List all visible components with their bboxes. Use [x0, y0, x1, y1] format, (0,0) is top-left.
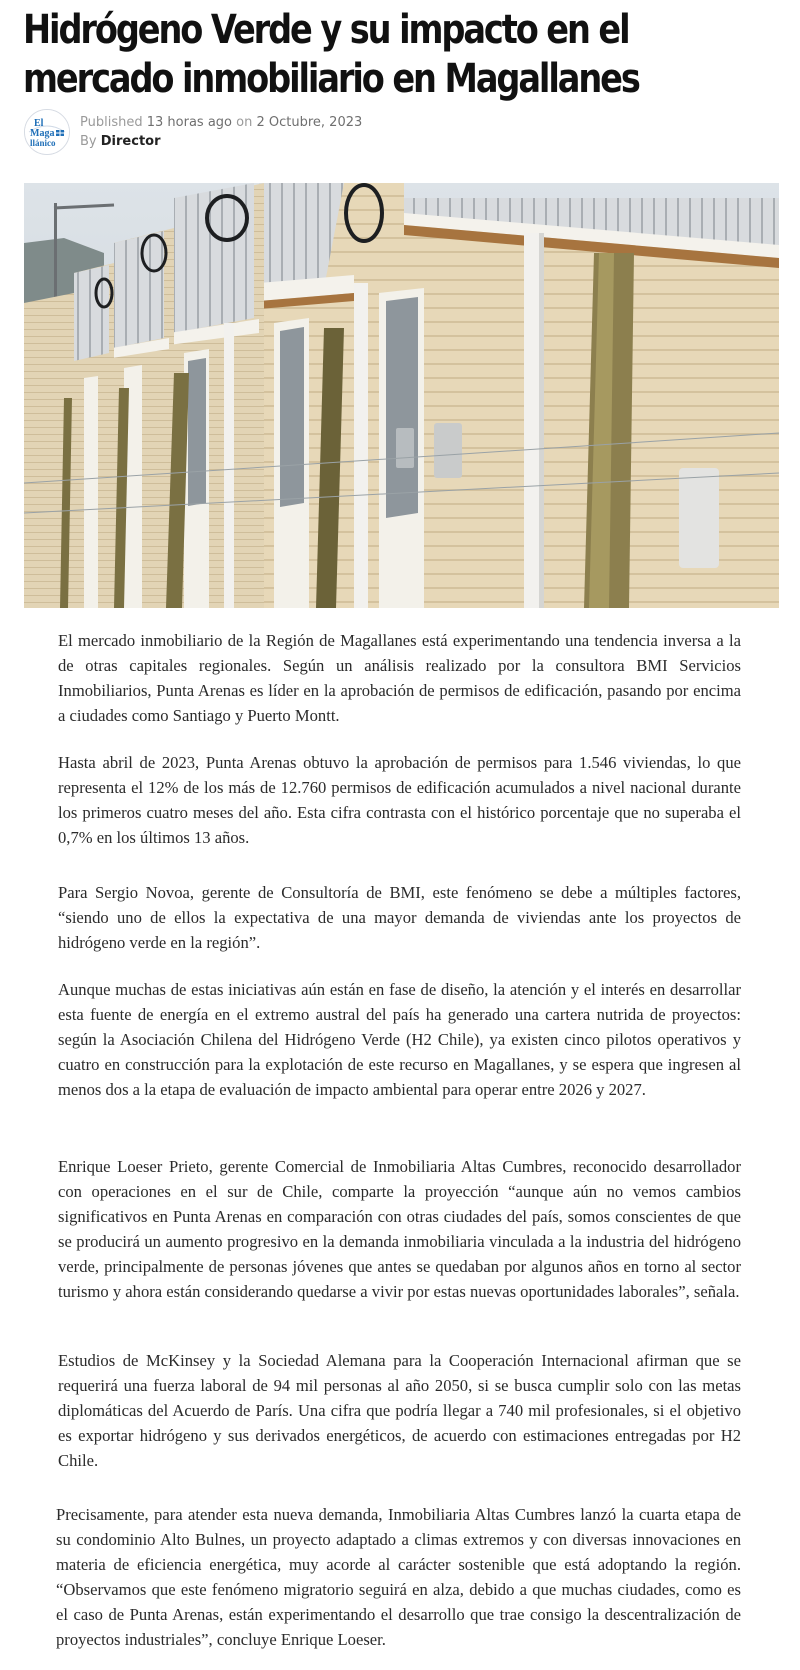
paragraph-3: Para Sergio Novoa, gerente de Consultoría de BMI, este fenómeno se debe a múltiples factores, “siendo uno de ellos la expectativa de una mayor demanda de viviendas ante los proyectos de hidrógeno verde en la región”. [58, 883, 741, 952]
author-meta [80, 134, 161, 150]
paragraph-7: Precisamente, para atender esta nueva demanda, Inmobiliaria Altas Cumbres lanzó la cuarta etapa de su condominio Alto Bulnes, un proyecto adaptado a climas extremos y con diversas innovaciones en materia de eficiencia energética, muy acorde al carácter sostenible que está adoptando la región. “Observamos que este fenómeno migratorio seguirá en alza, debido a que muchas ciudades, como es el caso de Punta Arenas, están experimentando el desarrollo que trae consigo la descentralización de proyectos industriales”, concluye Enrique Loeser. [56, 1505, 741, 1649]
paragraph-1: El mercado inmobiliario de la Región de Magallanes está experimentando una tendencia inversa a la de otras capitales regionales. Según un análisis realizado por la consultora BMI Servicios Inmobiliarios, Punta Arenas es líder en la aprobación de permisos de edificación, pasando por encima a ciudades como Santiago y Puerto Montt. [58, 631, 741, 725]
author-link[interactable]: Director [100, 134, 161, 149]
time-ago: 13 horas ago [146, 115, 232, 130]
author-avatar[interactable] [24, 109, 70, 155]
logo-text-maga: Maga [30, 128, 55, 139]
byline [24, 109, 424, 155]
publish-date: 2 Octubre, 2023 [256, 115, 363, 130]
paragraph-6: Estudios de McKinsey y la Sociedad Alemana para la Cooperación Internacional afirman que se requerirá una fuerza laboral de 94 mil personas al año 2050, si se busca cumplir solo con las metas diplomáticas del Acuerdo de París. Una cifra que podría llegar a 740 mil profesionales, si el objetivo es exportar hidrógeno y sus derivados energéticos, de acuerdo con estimaciones entregadas por H2 Chile. [58, 1351, 741, 1470]
logo-text-el: El [34, 118, 44, 129]
publish-meta [80, 115, 362, 131]
by-label: By [80, 134, 97, 149]
paragraph-2: Hasta abril de 2023, Punta Arenas obtuvo la aprobación de permisos para 1.546 viviendas, lo que representa el 12% de los más de 12.760 permisos de edificación acumulados a nivel nacional durante los primeros cuatro meses del año. Esta cifra contrasta con el histórico porcentaje que no superaba el 0,7% en los últimos 13 años. [58, 753, 741, 847]
el-magallanico-logo-icon [25, 110, 69, 154]
paragraph-5: Enrique Loeser Prieto, gerente Comercial de Inmobiliaria Altas Cumbres, reconocido desarrollador con operaciones en el sur de Chile, comparte la proyección “aunque aún no vemos cambios significativos en Punta Arenas en comparación con otras ciudades del país, somos conscientes de que se producirá un aumento progresivo en la demanda inmobiliaria vinculada a la industria del hidrógeno verde, principalmente de personas jóvenes que antes se quedaban por algunos años en torno al sector turismo y ahora están considerando quedarse a vivir por estas nuevas oportunidades laborales”, señala. [58, 1157, 741, 1301]
hero-image-row-of-houses [24, 183, 779, 608]
paragraph-4: Aunque muchas de estas iniciativas aún están en fase de diseño, la atención y el interés en desarrollar esta fuente de energía en el extremo austral del país ha generado una cartera nutrida de proyectos: según la Asociación Chilena del Hidrógeno Verde (H2 Chile), ya existen cinco pilotos operativos y cuatro en construcción para la explotación de este recurso en Magallanes, y se espera que ingresen al menos dos a la etapa de evaluación de impacto ambiental para operar entre 2026 y 2027. [58, 980, 741, 1099]
article-title: Hidrógeno Verde y su impacto en el mercado inmobiliario en Magallanes [23, 7, 639, 102]
published-label: Published [80, 115, 143, 130]
on-label: on [236, 115, 253, 130]
logo-text-llanico: llánico [30, 138, 56, 148]
